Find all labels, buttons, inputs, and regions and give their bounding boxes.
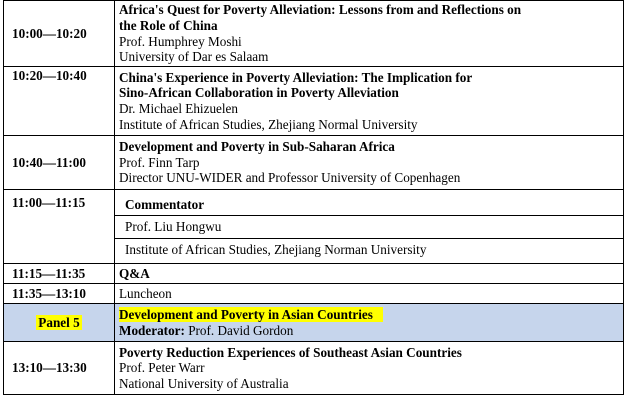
panel-label: Panel 5 xyxy=(38,314,80,330)
panel-cell xyxy=(115,304,624,342)
time-cell: 11:00—11:15 xyxy=(4,190,115,264)
speaker-affiliation: Director UNU-WIDER and Professor University of Copenhagen xyxy=(119,170,461,186)
panel-label-cell xyxy=(4,304,115,342)
session-title: Development and Poverty in Sub-Saharan Africa xyxy=(119,139,395,155)
speaker-affiliation: Institute of African Studies, Zhejiang Normal University xyxy=(119,116,418,132)
schedule-table xyxy=(3,0,624,395)
session-title: Africa's Quest for Poverty Alleviation: Lessons from and Reflections on xyxy=(119,2,522,18)
session-cell xyxy=(115,342,624,395)
session-cell xyxy=(115,1,624,67)
time-cell: 10:20—10:40 xyxy=(4,67,115,136)
session-title: China's Experience in Poverty Alleviation: The Implication for xyxy=(119,69,473,85)
speaker-affiliation: National University of Australia xyxy=(119,375,289,391)
speaker-name: Prof. Liu Hongwu xyxy=(115,215,623,238)
schedule-row xyxy=(4,342,624,395)
session-title: Poverty Reduction Experiences of Southeast Asian Countries xyxy=(119,344,462,360)
session-cell xyxy=(115,136,624,190)
speaker-name: Prof. Humphrey Moshi xyxy=(119,33,242,49)
session-cell xyxy=(115,284,624,304)
schedule-row xyxy=(4,67,624,136)
schedule-row xyxy=(4,1,624,67)
time-cell: 10:00—10:20 xyxy=(4,1,115,67)
schedule-row xyxy=(4,264,624,284)
speaker-name: Dr. Michael Ehizuelen xyxy=(119,101,239,116)
time-cell: 11:35—13:10 xyxy=(4,284,115,304)
time-cell: 13:10—13:30 xyxy=(4,342,115,395)
moderator-name: Prof. David Gordon xyxy=(184,322,294,338)
speaker-affiliation: University of Dar es Salaam xyxy=(119,49,269,65)
session-title: Q&A xyxy=(119,265,150,281)
session-title: Commentator xyxy=(125,196,205,212)
schedule-row xyxy=(4,190,624,264)
session-cell xyxy=(115,264,624,284)
session-cell xyxy=(115,67,624,136)
session-title: Luncheon xyxy=(119,285,172,301)
schedule-row xyxy=(4,284,624,304)
time-cell: 11:15—11:35 xyxy=(4,264,115,284)
speaker-affiliation: Institute of African Studies, Zhejiang Norman University xyxy=(115,238,623,261)
moderator-label: Moderator: xyxy=(119,322,185,338)
panel-title: Development and Poverty in Asian Countries xyxy=(119,307,383,322)
speaker-name: Prof. Peter Warr xyxy=(119,360,205,376)
session-title: the Role of China xyxy=(119,17,218,33)
time-cell: 10:40—11:00 xyxy=(4,136,115,190)
speaker-name: Prof. Finn Tarp xyxy=(119,154,200,170)
session-title: Sino-African Collaboration in Poverty Alleviation xyxy=(119,85,399,101)
schedule-row xyxy=(4,136,624,190)
session-cell xyxy=(115,190,624,264)
panel-header-row xyxy=(4,304,624,342)
